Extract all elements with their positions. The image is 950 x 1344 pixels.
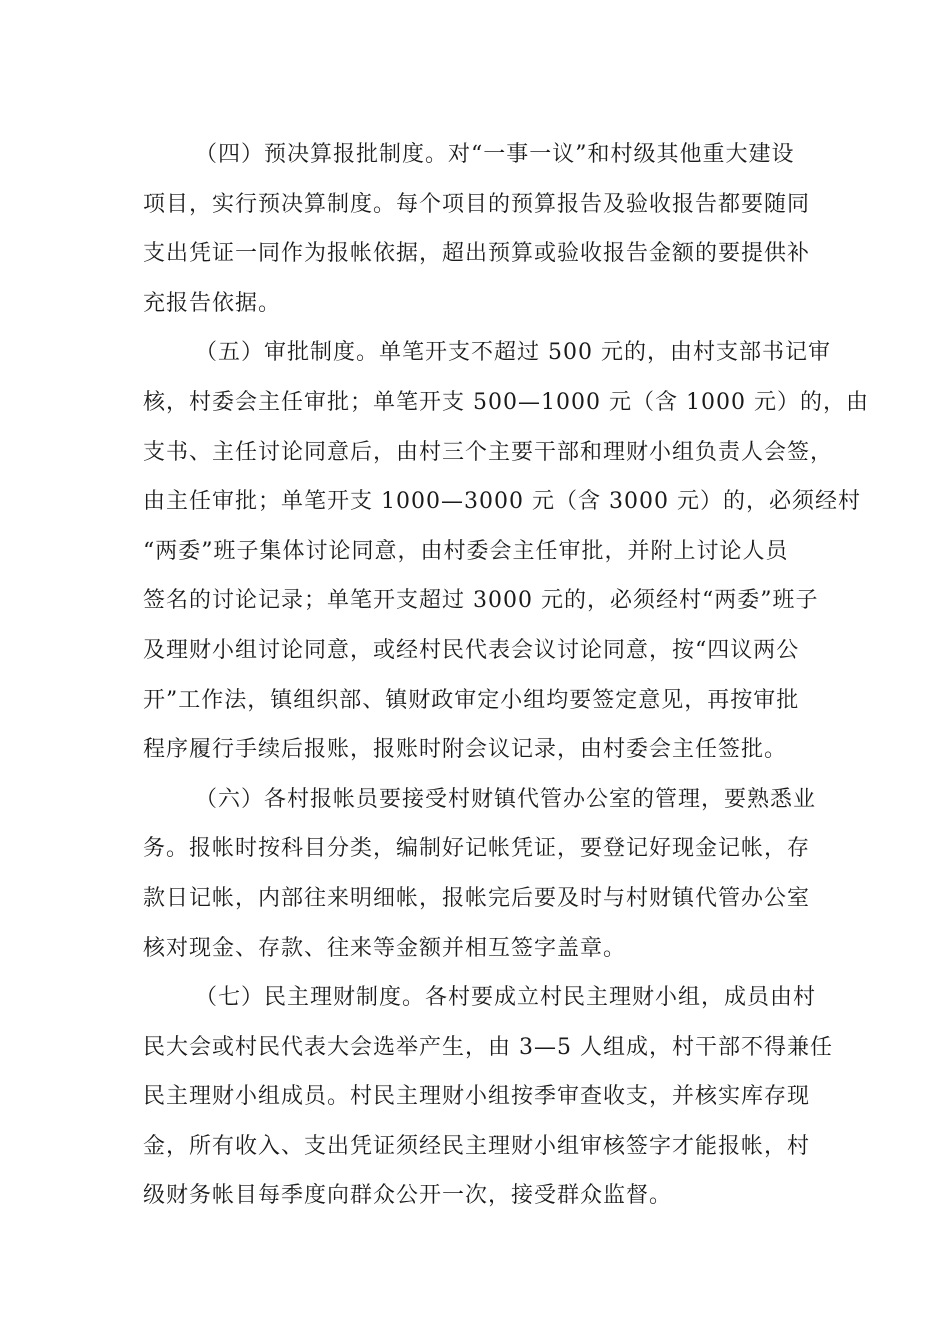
text-line: 核，村委会主任审批；单笔开支 500—1000 元（含 1000 元）的，由: [143, 389, 869, 415]
text-line: 款日记帐，内部往来明细帐，报帐完后要及时与村财镇代管办公室: [143, 885, 811, 911]
text-line: 支书、主任讨论同意后，由村三个主要干部和理财小组负责人会签，: [143, 439, 834, 465]
text-line: 充报告依据。: [143, 290, 282, 316]
paragraph-budget-approval: [143, 130, 819, 328]
text-line: （四）预决算报批制度。对“一事一议”和村级其他重大建设: [195, 142, 795, 167]
paragraph-democratic-finance: [143, 973, 833, 1221]
text-line: 签名的讨论记录；单笔开支超过 3000 元的，必须经村“两委”班子: [143, 588, 819, 614]
text-line: 核对现金、存款、往来等金额并相互签字盖章。: [143, 935, 627, 961]
document-body: [143, 130, 869, 1221]
text-line: 开”工作法，镇组织部、镇财政审定小组均要签定意见，再按审批: [143, 687, 800, 713]
text-line: 民主理财小组成员。村民主理财小组按季审查收支，并核实库存现: [143, 1084, 811, 1110]
text-line: 务。报帐时按科目分类，编制好记帐凭证，要登记好现金记帐，存: [143, 836, 811, 862]
text-line: （五）审批制度。单笔开支不超过 500 元的，由村支部书记审: [195, 340, 831, 366]
text-line: 级财务帐目每季度向群众公开一次，接受群众监督。: [143, 1183, 673, 1209]
paragraph-bookkeeper-duties: [143, 775, 819, 973]
paragraph-approval-system: [143, 328, 869, 774]
text-line: 由主任审批；单笔开支 1000—3000 元（含 3000 元）的，必须经村: [143, 489, 861, 515]
text-line: 项目，实行预决算制度。每个项目的预算报告及验收报告都要随同: [143, 191, 811, 217]
text-line: 金，所有收入、支出凭证须经民主理财小组审核签字才能报帐，村: [143, 1133, 811, 1159]
text-line: 程序履行手续后报账，报账时附会议记录，由村委会主任签批。: [143, 737, 788, 763]
text-line: （七）民主理财制度。各村要成立村民主理财小组，成员由村: [195, 985, 817, 1011]
text-line: （六）各村报帐员要接受村财镇代管办公室的管理，要熟悉业: [195, 786, 817, 812]
text-line: 支出凭证一同作为报帐依据，超出预算或验收报告金额的要提供补: [143, 241, 811, 267]
text-line: “两委”班子集体讨论同意，由村委会主任审批，并附上讨论人员: [143, 538, 789, 564]
text-line: 及理财小组讨论同意，或经村民代表会议讨论同意，按“四议两公: [143, 637, 800, 663]
text-line: 民大会或村民代表大会选举产生，由 3—5 人组成，村干部不得兼任: [143, 1034, 833, 1060]
